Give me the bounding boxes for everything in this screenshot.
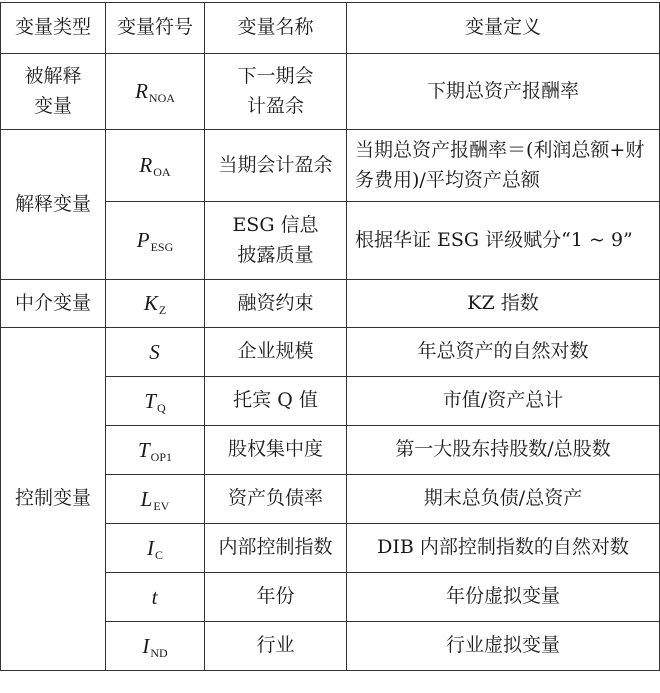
- definition-cell: 下期总资产报酬率: [347, 54, 660, 130]
- definition-cell: 当期总资产报酬率＝(利润总额+财务费用)/平均资产总额: [347, 130, 660, 202]
- definition-cell: DIB 内部控制指数的自然对数: [347, 524, 660, 573]
- symbol-cell: $I_{ND}$: [106, 622, 205, 671]
- group-explained: 被解释变量: [1, 54, 106, 130]
- definition-cell: 期末总负债/总资产: [347, 475, 660, 524]
- definition-cell: 年份虚拟变量: [347, 573, 660, 622]
- symbol-cell: $R_{NOA}$: [106, 54, 205, 130]
- name-cell: 融资约束: [205, 280, 347, 328]
- variable-definition-table: [0, 2, 660, 671]
- symbol-cell: S: [106, 328, 205, 377]
- name-cell: 行业: [205, 622, 347, 671]
- header-row: [1, 3, 660, 54]
- definition-cell: 行业虚拟变量: [347, 622, 660, 671]
- symbol-cell: $K_Z$: [106, 280, 205, 328]
- table-row: [1, 130, 660, 202]
- name-cell: 股权集中度: [205, 426, 347, 475]
- header-type: 变量类型: [1, 3, 106, 54]
- group-explanatory: 解释变量: [1, 130, 106, 280]
- symbol-cell: $T_{OP1}$: [106, 426, 205, 475]
- name-cell: 企业规模: [205, 328, 347, 377]
- symbol-cell: $P_{ESG}$: [106, 202, 205, 280]
- group-mediator: 中介变量: [1, 280, 106, 328]
- group-control: 控制变量: [1, 328, 106, 671]
- symbol-cell: $T_Q$: [106, 377, 205, 426]
- symbol-cell: $L_{EV}$: [106, 475, 205, 524]
- header-definition: 变量定义: [347, 3, 660, 54]
- symbol-cell: $R_{OA}$: [106, 130, 205, 202]
- symbol-cell: $I_C$: [106, 524, 205, 573]
- name-cell: 内部控制指数: [205, 524, 347, 573]
- header-symbol: 变量符号: [106, 3, 205, 54]
- name-cell: ESG 信息披露质量: [205, 202, 347, 280]
- name-cell: 下一期会计盈余: [205, 54, 347, 130]
- definition-cell: KZ 指数: [347, 280, 660, 328]
- name-cell: 资产负债率: [205, 475, 347, 524]
- table-row: [1, 54, 660, 130]
- table-row: [1, 328, 660, 377]
- name-cell: 年份: [205, 573, 347, 622]
- definition-cell: 市值/资产总计: [347, 377, 660, 426]
- definition-cell: 第一大股东持股数/总股数: [347, 426, 660, 475]
- header-name: 变量名称: [205, 3, 347, 54]
- table-row: [1, 280, 660, 328]
- name-cell: 托宾 Q 值: [205, 377, 347, 426]
- symbol-cell: t: [106, 573, 205, 622]
- name-cell: 当期会计盈余: [205, 130, 347, 202]
- definition-cell: 年总资产的自然对数: [347, 328, 660, 377]
- definition-cell: 根据华证 ESG 评级赋分“1 ~ 9”: [347, 202, 660, 280]
